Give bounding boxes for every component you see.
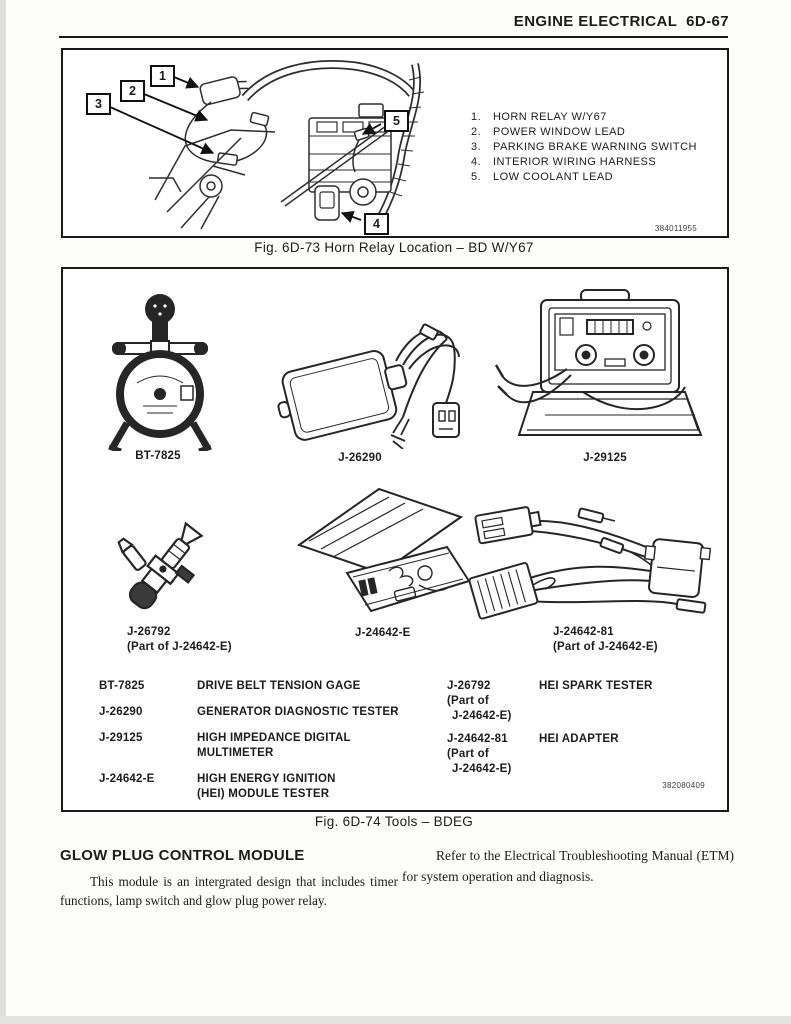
body-paragraph-left: This module is an intergrated design that includes timer functions, lamp switch and glow plug power relay. bbox=[60, 874, 398, 908]
table-row bbox=[99, 705, 435, 720]
tool-label-sub: (Part of J-24642-E) bbox=[127, 641, 232, 653]
tool-drawing-j-26792 bbox=[99, 515, 234, 632]
legend-number: 5. bbox=[471, 171, 482, 183]
tool-label-j-29125: J-29125 bbox=[583, 452, 627, 464]
table-row bbox=[99, 679, 435, 694]
tool-desc: GENERATOR DIAGNOSTIC TESTER bbox=[197, 706, 399, 718]
tool-desc: HEI ADAPTER bbox=[539, 733, 619, 745]
legend-item bbox=[471, 140, 697, 155]
legend-text: LOW COOLANT LEAD bbox=[493, 171, 614, 183]
multimeter-drawing bbox=[487, 285, 715, 447]
hei-adapter-harness-drawing bbox=[461, 485, 719, 625]
module-tester-case-drawing bbox=[277, 477, 477, 625]
scan-edge-bottom bbox=[0, 1016, 791, 1024]
body-paragraph-right: Refer to the Electrical Troubleshooting Manual (ETM) for system operation and diagnosis. bbox=[402, 848, 734, 884]
tool-label-j-24642-e: J-24642-E bbox=[355, 627, 411, 639]
legend-number: 3. bbox=[471, 141, 482, 153]
tool-desc: HIGH ENERGY IGNITION (HEI) MODULE TESTER bbox=[197, 773, 336, 800]
tool-label-j-24642-81 bbox=[553, 625, 658, 655]
legend-item bbox=[471, 125, 697, 140]
figure-tools bbox=[61, 267, 729, 812]
tool-code: BT-7825 bbox=[99, 680, 145, 692]
tools-table-left bbox=[99, 679, 435, 813]
tool-drawing-j-29125 bbox=[487, 285, 715, 452]
legend-number: 2. bbox=[471, 126, 482, 138]
table-row bbox=[99, 772, 435, 802]
figure-caption-horn-relay: Fig. 6D-73 Horn Relay Location – BD W/Y67 bbox=[254, 240, 534, 255]
legend-text: INTERIOR WIRING HARNESS bbox=[493, 156, 657, 168]
tool-label-j-26792 bbox=[127, 625, 232, 655]
tool-code: J-29125 bbox=[99, 732, 143, 744]
legend-item bbox=[471, 110, 697, 125]
section-heading-glow-plug: GLOW PLUG CONTROL MODULE bbox=[60, 847, 305, 864]
generator-tester-drawing bbox=[253, 291, 468, 449]
tool-drawing-j-24642-e bbox=[277, 477, 477, 630]
callout-box-4: 4 bbox=[364, 213, 389, 235]
legend-text: HORN RELAY W/Y67 bbox=[493, 111, 607, 123]
tool-code: J-24642-E bbox=[99, 773, 155, 785]
tool-drawing-bt-7825 bbox=[93, 291, 228, 456]
callout-box-5: 5 bbox=[384, 110, 409, 132]
legend-text: POWER WINDOW LEAD bbox=[493, 126, 626, 138]
tool-drawing-j-26290 bbox=[253, 291, 468, 454]
callout-box-3: 3 bbox=[86, 93, 111, 115]
tool-desc: DRIVE BELT TENSION GAGE bbox=[197, 680, 361, 692]
callout-box-2: 2 bbox=[120, 80, 145, 102]
page-header-title: ENGINE ELECTRICAL 6D-67 bbox=[513, 13, 729, 30]
photo-id: 384011955 bbox=[654, 224, 697, 233]
legend-item bbox=[471, 155, 697, 170]
figure-legend bbox=[471, 110, 697, 185]
tool-label-bt-7825: BT-7825 bbox=[135, 450, 181, 462]
scan-edge-left bbox=[0, 0, 6, 1024]
legend-number: 4. bbox=[471, 156, 482, 168]
belt-tension-gage-drawing bbox=[93, 291, 228, 451]
tool-code: J-26290 bbox=[99, 706, 143, 718]
tool-label-code: J-26792 bbox=[127, 626, 171, 638]
tool-label-sub: (Part of J-24642-E) bbox=[553, 641, 658, 653]
figure-caption-tools: Fig. 6D-74 Tools – BDEG bbox=[314, 814, 474, 829]
table-row bbox=[447, 679, 747, 724]
tool-desc: HIGH IMPEDANCE DIGITAL MULTIMETER bbox=[197, 732, 351, 759]
table-row bbox=[447, 732, 747, 777]
tool-code: J-24642-81 (Part of J-24642-E) bbox=[447, 733, 512, 775]
spark-tester-drawing bbox=[99, 515, 234, 627]
tool-desc: HEI SPARK TESTER bbox=[539, 680, 653, 692]
tool-code: J-26792 (Part of J-24642-E) bbox=[447, 680, 512, 722]
tool-label-code: J-24642-81 bbox=[553, 626, 614, 638]
figure-horn-relay-location bbox=[61, 48, 729, 238]
legend-item bbox=[471, 170, 697, 185]
legend-text: PARKING BRAKE WARNING SWITCH bbox=[493, 141, 697, 153]
tools-table-right bbox=[447, 679, 747, 785]
photo-id: 382080409 bbox=[662, 781, 705, 790]
tool-label-j-26290: J-26290 bbox=[338, 452, 382, 464]
table-row bbox=[99, 731, 435, 761]
header-rule bbox=[59, 36, 728, 38]
callout-box-1: 1 bbox=[150, 65, 175, 87]
legend-number: 1. bbox=[471, 111, 482, 123]
tool-drawing-j-24642-81 bbox=[461, 485, 719, 630]
